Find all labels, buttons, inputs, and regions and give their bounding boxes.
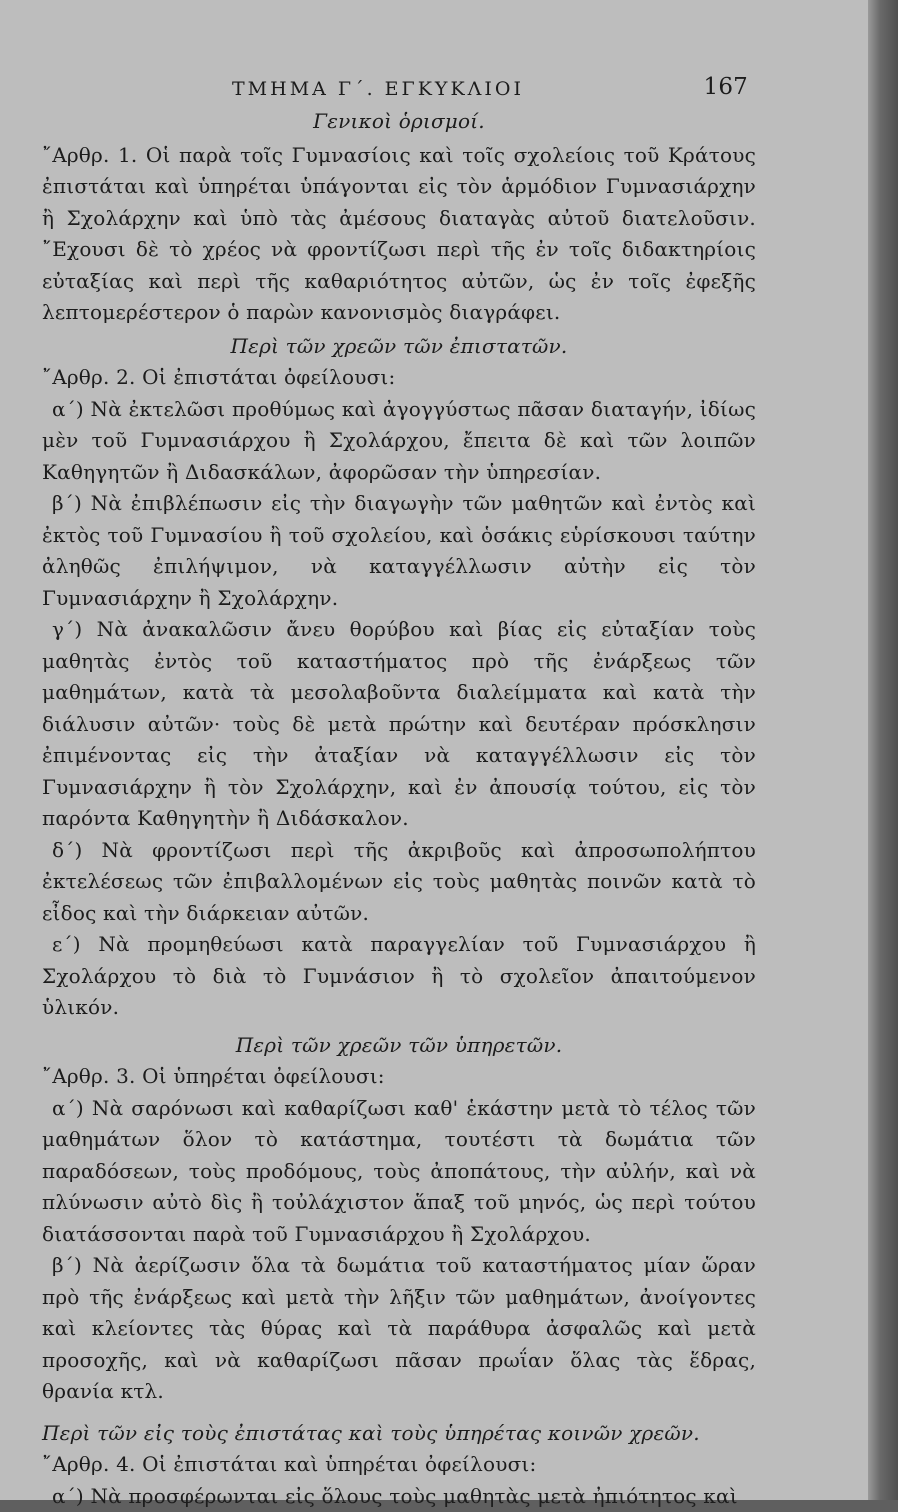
list-item-paragraph: δ΄) Νὰ φροντίζωσι περὶ τῆς ἀκριβοῦς καὶ ἀπροσωπολήπτου ἐκτελέσεως τῶν ἐπιβαλλομένων εἰς τοὺς μαθητὰς ποινῶν κατὰ τὸ εἶδος καὶ τὴν διάρκειαν αὐτῶν. <box>42 835 756 930</box>
page-edge-shadow <box>868 0 898 1500</box>
list-item-paragraph: α΄) Νὰ ἐκτελῶσι προθύμως καὶ ἀγογγύστως πᾶσαν διαταγήν, ἰδίως μὲν τοῦ Γυμνασιάρχου ἢ Σχολάρχου, ἔπειτα δὲ καὶ τῶν λοιπῶν Καθηγητῶν ἢ Διδασκάλων, ἀφορῶσαν τὴν ὑπηρεσίαν. <box>42 394 756 489</box>
running-title: ΤΜΗΜΑ Γ΄. ΕΓΚΥΚΛΙΟΙ <box>232 74 524 106</box>
article-paragraph: ῎Αρθρ. 3. Οἱ ὑπηρέται ὀφείλουσι: <box>42 1061 756 1093</box>
article-paragraph: ῎Αρθρ. 4. Οἱ ἐπιστάται καὶ ὑπηρέται ὀφείλουσι: <box>42 1449 756 1481</box>
list-item-paragraph: ε΄) Νὰ προμηθεύωσι κατὰ παραγγελίαν τοῦ Γυμνασιάρχου ἢ Σχολάρχου τὸ διὰ τὸ Γυμνάσιον ἢ τὸ σχολεῖον ἀπαιτούμενον ὑλικόν. <box>42 929 756 1024</box>
list-item-paragraph: β΄) Νὰ ἐπιβλέπωσιν εἰς τὴν διαγωγὴν τῶν μαθητῶν καὶ ἐντὸς καὶ ἐκτὸς τοῦ Γυμνασίου ἢ τοῦ σχολείου, καὶ ὁσάκις εὑρίσκουσι ταύτην ἀληθῶς ἐπιλήψιμον, νὰ καταγγέλλωσιν αὐτὴν εἰς τὸν Γυμνασιάρχην ἢ Σχολάρχην. <box>42 488 756 614</box>
list-item-paragraph: α΄) Νὰ προσφέρωνται εἰς ὅλους τοὺς μαθητὰς μετὰ ἠπιότητος καὶ <box>42 1481 756 1512</box>
page-number: 167 <box>704 72 749 104</box>
running-head <box>42 72 756 106</box>
article-paragraph: ῎Αρθρ. 1. Οἱ παρὰ τοῖς Γυμνασίοις καὶ τοῖς σχολείοις τοῦ Κράτους ἐπιστάται καὶ ὑπηρέται ὑπάγονται εἰς τὸν ἁρμόδιον Γυμνασιάρχην ἢ Σχολάρχην καὶ ὑπὸ τὰς ἀμέσους διαταγὰς αὐτοῦ διατελοῦσιν. ῎Εχουσι δὲ τὸ χρέος νὰ φροντίζωσι περὶ τῆς ἐν τοῖς διδακτηρίοις εὐταξίας καὶ περὶ τῆς καθαριότητος αὐτῶν, ὡς ἐν τοῖς ἐφεξῆς λεπτομερέστερον ὁ παρὼν κανονισμὸς διαγράφει. <box>42 140 756 329</box>
list-item-paragraph: α΄) Νὰ σαρόνωσι καὶ καθαρίζωσι καθ' ἑκάστην μετὰ τὸ τέλος τῶν μαθημάτων ὅλον τὸ κατάστημα, τουτέστι τὰ δωμάτια τῶν παραδόσεων, τοὺς προδόμους, τοὺς ἀποπάτους, τὴν αὐλήν, καὶ νὰ πλύνωσιν αὐτὸ δὶς ἢ τοὐλάχιστον ἅπαξ τοῦ μηνός, ὡς περὶ τούτου διατάσσονται παρὰ τοῦ Γυμνασιάρχου ἢ Σχολάρχου. <box>42 1093 756 1251</box>
section-heading: Περὶ τῶν χρεῶν τῶν ὑπηρετῶν. <box>42 1030 756 1062</box>
section-heading: Περὶ τῶν χρεῶν τῶν ἐπιστατῶν. <box>42 331 756 363</box>
section-heading: Γενικοὶ ὁρισμοί. <box>42 106 756 138</box>
list-item-paragraph: γ΄) Νὰ ἀνακαλῶσιν ἄνευ θορύβου καὶ βίας εἰς εὐταξίαν τοὺς μαθητὰς ἐντὸς τοῦ καταστήματος πρὸ τῆς ἐνάρξεως τῶν μαθημάτων, κατὰ τὰ μεσολαβοῦντα διαλείμματα καὶ κατὰ τὴν διάλυσιν αὐτῶν· τοὺς δὲ μετὰ πρώτην καὶ δευτέραν πρόσκλησιν ἐπιμένοντας εἰς τὴν ἀταξίαν νὰ καταγγέλλωσιν εἰς τὸν Γυμνασιάρχην ἢ τὸν Σχολάρχην, καὶ ἐν ἀπουσίᾳ τούτου, εἰς τὸν παρόντα Καθηγητὴν ἢ Διδάσκαλον. <box>42 614 756 835</box>
article-paragraph: ῎Αρθρ. 2. Οἱ ἐπιστάται ὀφείλουσι: <box>42 362 756 394</box>
section-heading: Περὶ τῶν εἰς τοὺς ἐπιστάτας καὶ τοὺς ὑπηρέτας κοινῶν χρεῶν. <box>42 1418 756 1450</box>
page-text <box>42 72 756 1512</box>
list-item-paragraph: β΄) Νὰ ἀερίζωσιν ὅλα τὰ δωμάτια τοῦ καταστήματος μίαν ὥραν πρὸ τῆς ἐνάρξεως καὶ μετὰ τὴν λῆξιν τῶν μαθημάτων, ἀνοίγοντες καὶ κλείοντες τὰς θύρας καὶ τὰ παράθυρα ἀσφαλῶς καὶ μετὰ προσοχῆς, καὶ νὰ καθαρίζωσι πᾶσαν πρωΐαν ὅλας τὰς ἕδρας, θρανία κτλ. <box>42 1250 756 1408</box>
